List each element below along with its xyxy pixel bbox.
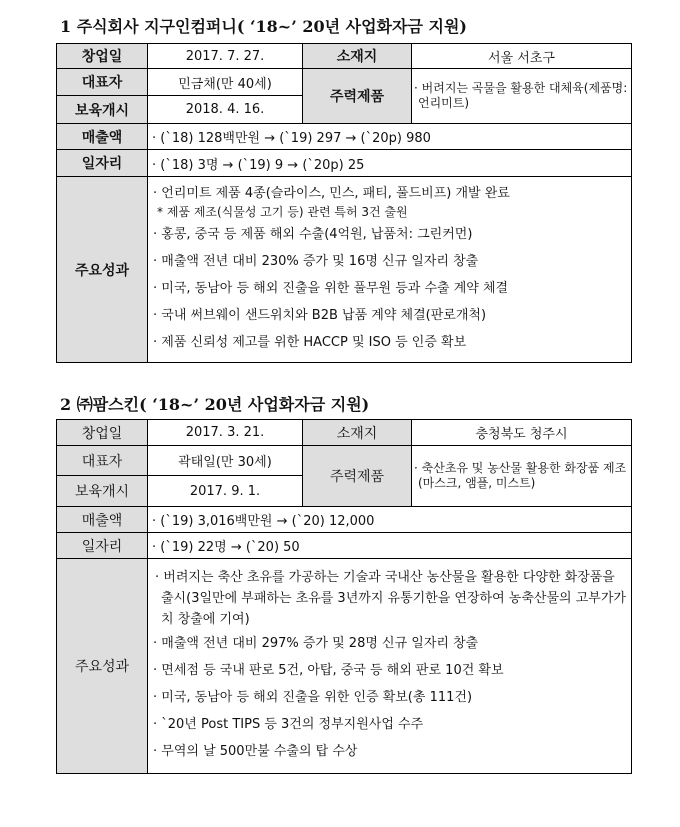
incubation-label: 보육개시 <box>57 476 148 507</box>
ceo-label: 대표자 <box>57 446 148 476</box>
founded-label: 창업일 <box>57 420 148 446</box>
achievement-item: · 매출액 전년 대비 297% 증가 및 28명 신규 일자리 창출 <box>153 636 479 651</box>
achievement-item: · 미국, 동남아 등 해외 진출을 위한 풀무원 등과 수출 계약 체결 <box>153 280 509 296</box>
location-value: 서울 서초구 <box>412 44 632 69</box>
achievement-item: · 제품 신뢰성 제고를 위한 HACCP 및 ISO 등 인증 확보 <box>153 334 467 350</box>
achievement-item: · 매출액 전년 대비 230% 증가 및 16명 신규 일자리 창출 <box>153 253 479 269</box>
sales-value: · (`19) 3,016백만원 → (`20) 12,000 <box>148 507 632 533</box>
founded-value: 2017. 3. 21. <box>148 420 303 446</box>
location-label: 소재지 <box>303 44 412 69</box>
company-2-table <box>56 419 632 774</box>
achievement-item: · 무역의 날 500만불 수출의 탑 수상 <box>153 744 358 759</box>
achievements-list <box>148 177 632 363</box>
location-label: 소재지 <box>303 420 412 446</box>
incubation-label: 보육개시 <box>57 96 148 124</box>
incubation-value: 2018. 4. 16. <box>148 96 303 124</box>
achievement-item: · 면세점 등 국내 판로 5건, 아탑, 중국 등 해외 판로 10건 확보 <box>153 663 504 678</box>
achievements-list <box>148 559 632 774</box>
incubation-value: 2017. 9. 1. <box>148 476 303 507</box>
founded-value: 2017. 7. 27. <box>148 44 303 69</box>
main-product-value: · 축산초유 및 농산물 활용한 화장품 제조(마스크, 앰플, 미스트) <box>412 446 632 507</box>
jobs-value: · (`19) 22명 → (`20) 50 <box>148 533 632 559</box>
jobs-value: · (`18) 3명 → (`19) 9 → (`20p) 25 <box>148 150 632 177</box>
founded-label: 창업일 <box>57 44 148 69</box>
achievement-item: · 버려지는 축산 초유를 가공하는 기술과 국내산 농산물을 활용한 다양한 화장품을 출시(3일만에 부패하는 초유를 3년까지 유통기한을 연장하여 농축산물의 고부가가치 창출에 기여) <box>155 570 626 627</box>
achievements-label: 주요성과 <box>57 559 148 774</box>
main-product-value: · 버려지는 곡물을 활용한 대체육(제품명: 언리미트) <box>412 69 632 124</box>
achievement-note: * 제품 제조(식물성 고기 등) 관련 특허 3건 출원 <box>157 204 408 219</box>
company-2-heading: 2 ㈜팜스킨( ‘18~’ 20년 사업화자금 지원) <box>60 395 370 414</box>
achievement-item: · 홍콩, 중국 등 제품 해외 수출(4억원, 납품처: 그린커먼) <box>153 226 473 242</box>
company-1-heading: 1 주식회사 지구인컴퍼니( ‘18~’ 20년 사업화자금 지원) <box>60 17 467 36</box>
location-value: 충청북도 청주시 <box>412 420 632 446</box>
sales-label: 매출액 <box>57 507 148 533</box>
sales-value: · (`18) 128백만원 → (`19) 297 → (`20p) 980 <box>148 124 632 150</box>
sales-label: 매출액 <box>57 124 148 150</box>
achievement-item: · 언리미트 제품 4종(슬라이스, 민스, 패티, 풀드비프) 개발 완료 <box>153 185 510 201</box>
ceo-value: 민금채(만 40세) <box>148 69 303 96</box>
company-1-table <box>56 43 632 363</box>
achievement-item: · 미국, 동남아 등 해외 진출을 위한 인증 확보(총 111건) <box>153 690 473 705</box>
main-product-label: 주력제품 <box>303 69 412 124</box>
jobs-label: 일자리 <box>57 533 148 559</box>
achievements-label: 주요성과 <box>57 177 148 363</box>
ceo-value: 곽태일(만 30세) <box>148 446 303 476</box>
achievement-item: · `20년 Post TIPS 등 3건의 정부지원사업 수주 <box>153 717 424 732</box>
main-product-label: 주력제품 <box>303 446 412 507</box>
ceo-label: 대표자 <box>57 69 148 96</box>
achievement-item: · 국내 써브웨이 샌드위치와 B2B 납품 계약 체결(판로개척) <box>153 307 487 323</box>
jobs-label: 일자리 <box>57 150 148 177</box>
